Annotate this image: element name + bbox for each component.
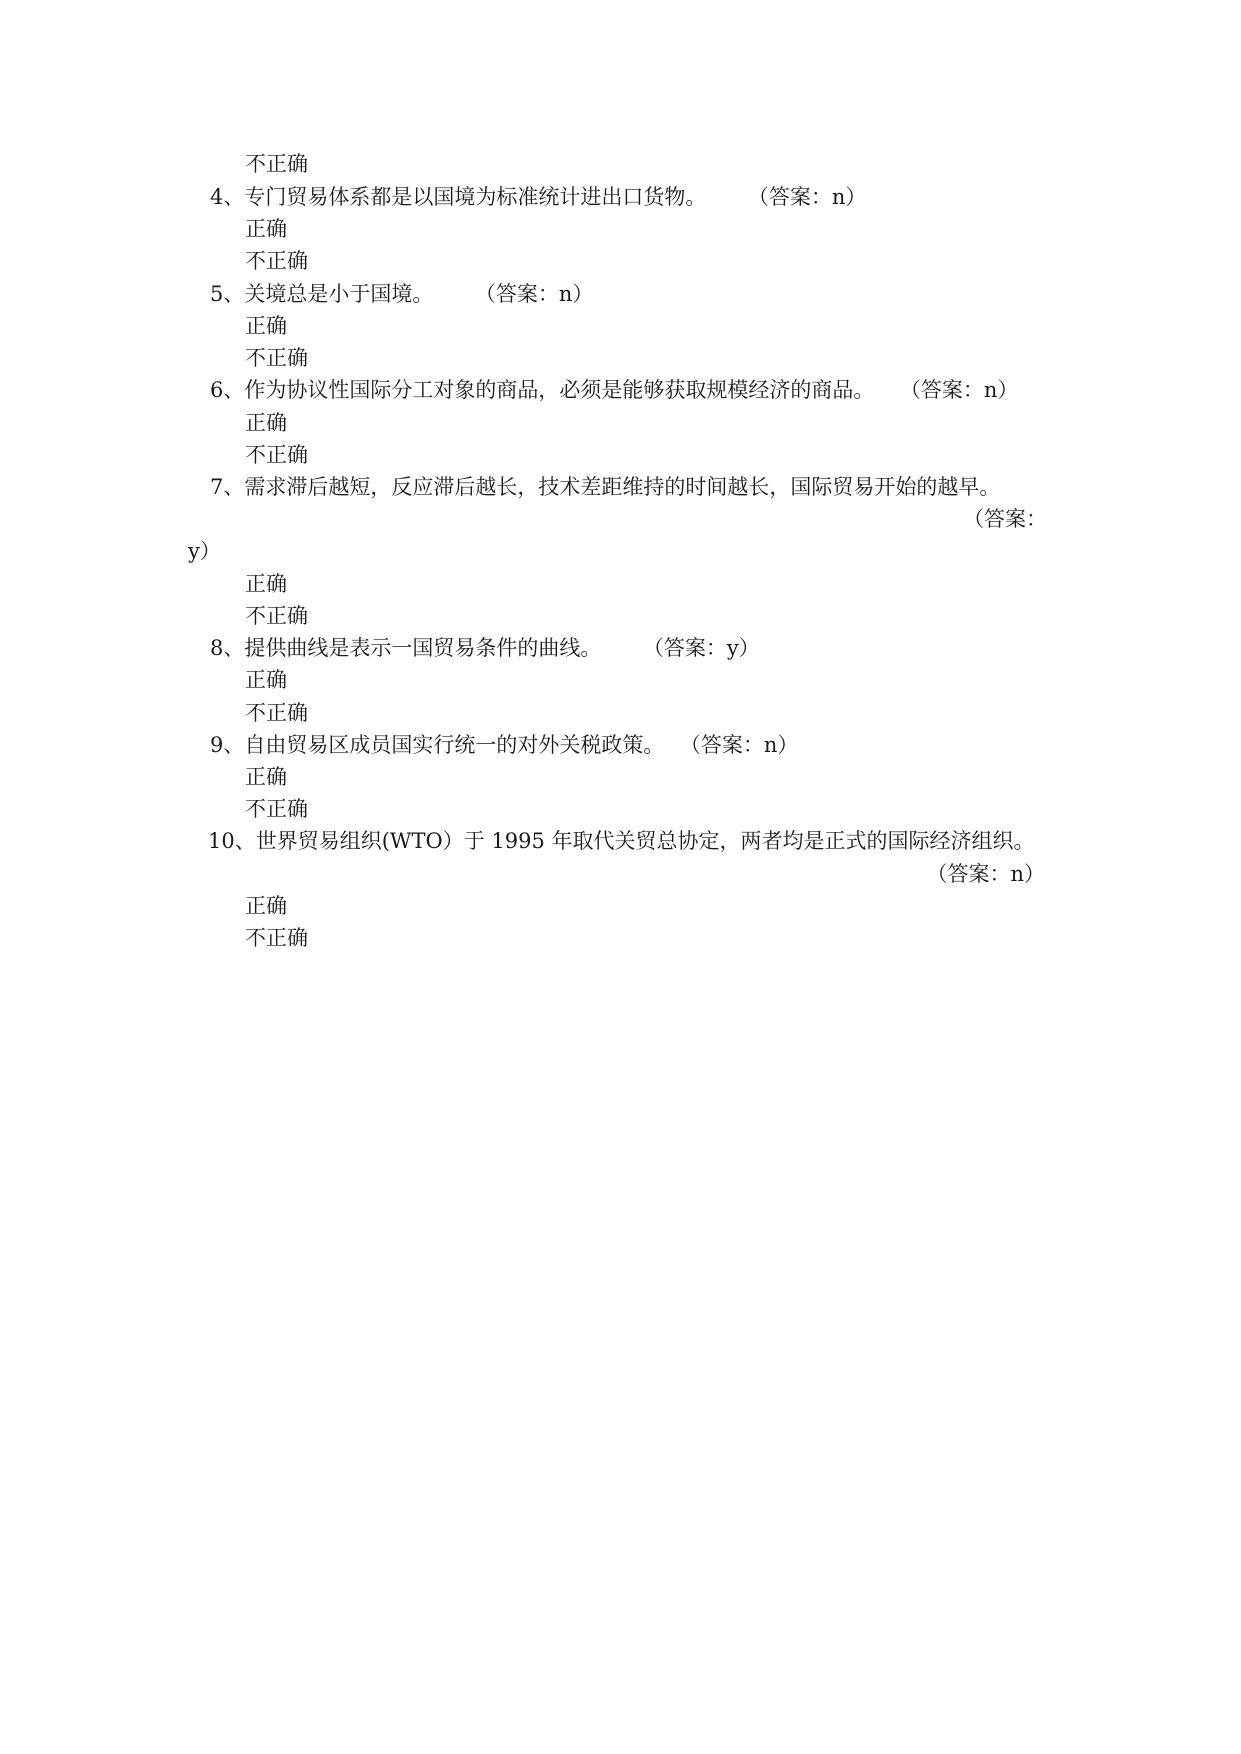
answer-label: （答案：n）	[910, 378, 1019, 402]
question-4	[210, 181, 866, 213]
answer-label: （答案：n）	[690, 733, 799, 757]
question-text: 专门贸易体系都是以国境为标准统计进出口货物。	[244, 185, 707, 209]
option-false: 不正确	[245, 249, 308, 273]
answer-label: （答案：y）	[653, 636, 760, 660]
question-6	[210, 374, 1018, 406]
option-true: 正确	[245, 894, 287, 918]
question-number: 10、	[208, 829, 256, 853]
question-number: 5、	[210, 282, 245, 306]
option-false: 不正确	[245, 797, 308, 821]
option-false: 不正确	[245, 443, 308, 467]
question-5	[210, 278, 593, 310]
question-text: 自由贸易区成员国实行统一的对外关税政策。	[244, 733, 665, 757]
question-number: 7、	[210, 475, 245, 499]
option-false: 不正确	[245, 701, 308, 725]
option-true: 正确	[245, 668, 287, 692]
question-10	[208, 825, 1035, 857]
option-true: 正确	[245, 217, 287, 241]
answer-label: （答案：	[963, 507, 1047, 531]
question-text: 需求滞后越短，反应滞后越长，技术差距维持的时间越长，国际贸易开始的越早。	[244, 475, 1001, 499]
option-true: 正确	[245, 765, 287, 789]
question-text: 作为协议性国际分工对象的商品，必须是能够获取规模经济的商品。	[244, 378, 875, 402]
question-number: 9、	[210, 733, 245, 757]
option-false: 不正确	[245, 926, 308, 950]
answer-label: （答案：n）	[926, 862, 1045, 886]
option-true: 正确	[245, 314, 287, 338]
question-number: 8、	[210, 636, 245, 660]
answer-label: （答案：n）	[758, 185, 867, 209]
option-false: 不正确	[245, 346, 308, 370]
question-number: 4、	[210, 185, 245, 209]
option-false: 不正确	[245, 152, 308, 176]
option-true: 正确	[245, 572, 287, 596]
answer-label: （答案：n）	[485, 282, 594, 306]
question-number: 6、	[210, 378, 245, 402]
question-text: 世界贸易组织(WTO）于 1995 年取代关贸总协定，两者均是正式的国际经济组织。	[255, 829, 1035, 853]
question-text: 关境总是小于国境。	[244, 282, 434, 306]
question-text: 提供曲线是表示一国贸易条件的曲线。	[244, 636, 602, 660]
question-9	[210, 729, 798, 761]
answer-label-continued: y）	[188, 539, 221, 563]
question-8	[210, 632, 760, 664]
option-true: 正确	[245, 411, 287, 435]
question-7	[210, 471, 1000, 503]
option-false: 不正确	[245, 604, 308, 628]
